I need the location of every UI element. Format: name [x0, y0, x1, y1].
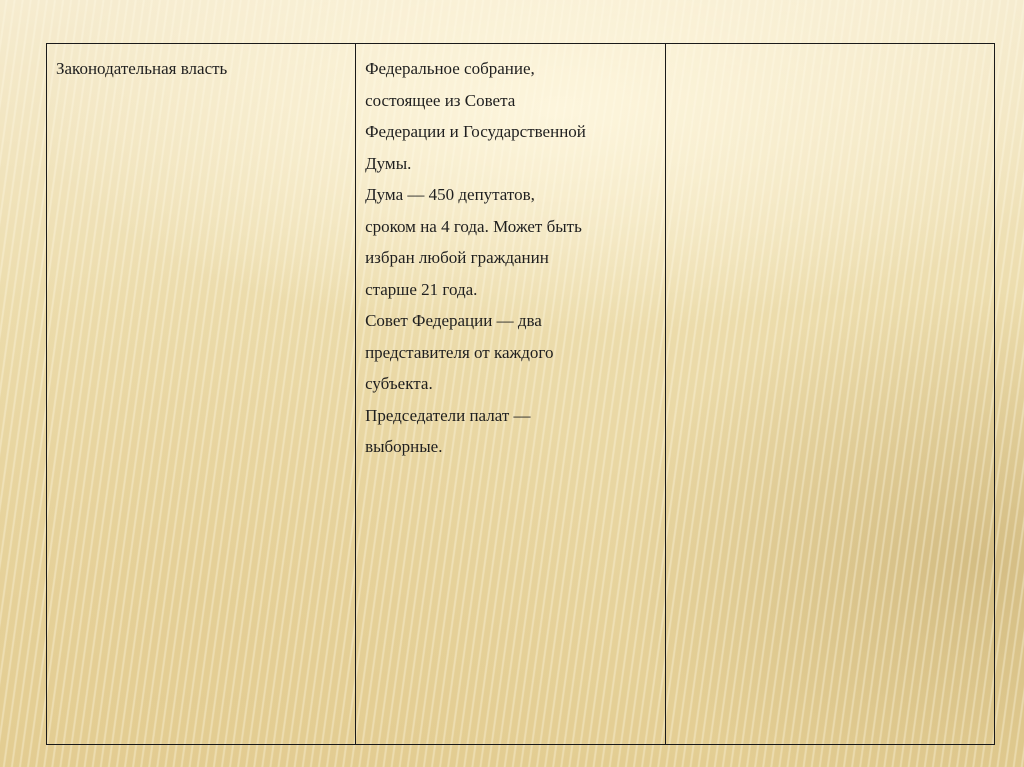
description-line: Дума — 450 депутатов, [365, 185, 535, 204]
empty-cell [666, 44, 995, 745]
description-line: старше 21 года. [365, 279, 478, 299]
description-line: сроком на 4 года. Может быть [365, 216, 582, 236]
table-row [47, 44, 995, 745]
description-line: представителя от каждого [365, 342, 554, 362]
description-line: Совет Федерации — два [365, 311, 542, 330]
branch-name: Законодательная власть [56, 59, 228, 78]
branches-table [46, 43, 995, 745]
description-line: избран любой гражданин [365, 248, 549, 267]
description-line: состоящее из Совета [365, 90, 516, 110]
description-line: выборные. [365, 437, 443, 456]
branch-description-cell [356, 44, 666, 745]
branch-name-cell [47, 44, 356, 745]
description-line: субъекта. [365, 374, 433, 393]
description-line: Председатели палат — [365, 405, 531, 425]
description-line: Федерации и Государственной [365, 122, 586, 141]
branch-description [365, 53, 656, 463]
description-line: Федеральное собрание, [365, 59, 535, 78]
description-line: Думы. [365, 153, 412, 173]
